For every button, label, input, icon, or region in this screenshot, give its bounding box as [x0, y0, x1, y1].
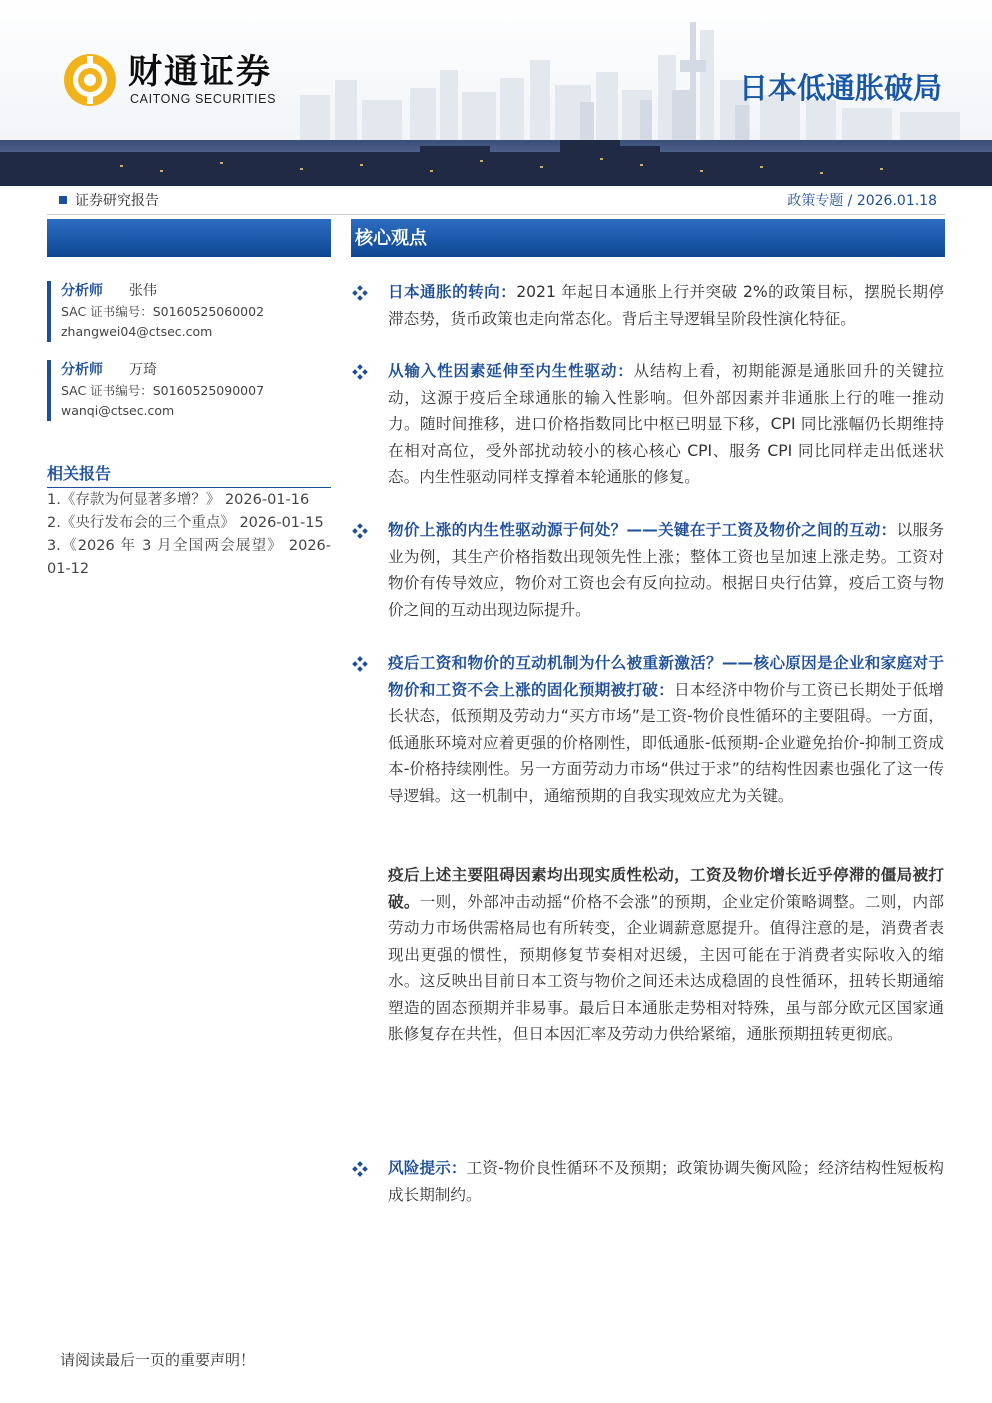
section-title: 核心观点 [355, 228, 427, 249]
analyst-name: 万琦 [129, 362, 157, 378]
diamond-bullet-icon [352, 364, 368, 380]
related-report-link[interactable]: 3.《2026 年 3 月全国两会展望》 2026-01-12 [47, 538, 331, 577]
logo-chinese-name: 财通证券 [128, 52, 272, 92]
disclaimer-note: 请阅读最后一页的重要声明！ [60, 1351, 256, 1369]
diamond-bullet-icon [352, 523, 368, 539]
analyst-sac: SAC 证书编号：S0160525090007 [61, 383, 265, 398]
section-banner [351, 219, 945, 257]
analyst-email: zhangwei04@ctsec.com [61, 324, 213, 339]
square-bullet-icon [59, 196, 67, 204]
key-point-subheading: 疫后上述主要阻碍因素均出现实质性松动，工资及物价增长近乎停滞的僵局被打破。 [388, 866, 944, 911]
logo-english-name: CAITONG SECURITIES [130, 92, 277, 106]
sidebar-banner [47, 219, 331, 257]
related-reports-list [47, 489, 331, 581]
caitong-logo-icon [62, 52, 118, 108]
diamond-bullet-icon [352, 285, 368, 301]
key-point-text: 一则，外部冲击动摇“价格不会涨”的预期，企业定价策略调整。二则，内部劳动力市场供需格局也有所转变，企业调薪意愿提升。值得注意的是，消费者表现出更强的惯性，预期修复节奏相对迟缓，主因可能在于消费者实际收入的缩水。这反映出目前日本工资与物价之间还未达成稳固的良性循环，扭转长期通缩塑造的固态预期并非易事。最后日本通胀走势相对特殊，虽与部分欧元区国家通胀修复存在共性，但日本因汇率及劳动力供给紧缩，通胀预期扭转更彻底。 [388, 892, 944, 1043]
analyst-card [47, 281, 321, 342]
diamond-bullet-icon [352, 656, 368, 672]
diamond-bullet-icon [352, 1161, 368, 1177]
related-report-link[interactable]: 1.《存款为何显著多增？》 2026-01-16 [47, 492, 310, 508]
key-point [388, 279, 944, 332]
analyst-card [47, 360, 321, 421]
key-point [388, 650, 944, 809]
key-point-text: 日本经济中物价与工资已长期处于低增长状态，低预期及劳动力“买方市场”是工资-物价良性循环的主要阻碍。一方面，低通胀环境对应着更强的价格刚性，即低通胀-低预期-企业避免抬价-抑制工资成本-价格持续刚性。另一方面劳动力市场“供过于求”的结构性因素也强化了这一传导逻辑。这一机制中，通缩预期的自我实现效应尤为关键。 [388, 680, 944, 805]
key-point [388, 517, 944, 623]
report-type [59, 192, 159, 210]
key-point-heading: 风险提示： [388, 1159, 467, 1177]
related-reports-title: 相关报告 [47, 464, 112, 483]
key-point-heading: 从输入性因素延伸至内生性驱动： [388, 362, 634, 380]
report-title: 日本低通胀破局 [738, 71, 942, 105]
related-report-link[interactable]: 2.《央行发布会的三个重点》 2026-01-15 [47, 515, 324, 531]
key-point-heading: 疫后工资和物价的互动机制为什么被重新激活？——核心原因是企业和家庭对于物价和工资不会上涨的固化预期被打破： [388, 654, 944, 699]
analyst-email: wanqi@ctsec.com [61, 403, 175, 418]
key-point-text: 以服务业为例，其生产价格指数出现领先性上涨；整体工资也呈加速上涨走势。工资对物价有传导效应，物价对工资也会有反向拉动。根据日央行估算，疫后工资与物价之间的互动出现边际提升。 [388, 521, 944, 619]
analyst-sac: SAC 证书编号：S0160525060002 [61, 304, 265, 319]
key-point-heading: 日本通胀的转向： [388, 283, 517, 301]
analyst-role: 分析师 [61, 362, 103, 378]
analyst-role: 分析师 [61, 283, 103, 299]
key-point [388, 1155, 944, 1208]
divider [47, 214, 945, 215]
key-point-text: 2021 年起日本通胀上行并突破 2%的政策目标，摆脱长期停滞态势，货币政策也走向常态化。背后主导逻辑呈阶段性演化特征。 [388, 283, 944, 328]
divider [47, 487, 331, 488]
report-type-label: 证券研究报告 [75, 193, 159, 209]
key-point-text: 工资-物价良性循环不及预期；政策协调失衡风险；经济结构性短板构成长期制约。 [388, 1159, 944, 1204]
key-point-text: 从结构上看，初期能源是通胀回升的关键拉动，这源于疫后全球通胀的输入性影响。但外部因素并非通胀上行的唯一推动力。随时间推移，进口价格指数同比中枢已明显下移，CPI 同比涨幅仍长期维持在相对高位，受外部扰动较小的核心核心 CPI、服务 CPI 同比同样走出低迷状态。内生性驱动同样支撑着本轮通胀的修复。 [388, 362, 944, 486]
analyst-name: 张伟 [129, 283, 157, 299]
key-point-paragraph [388, 862, 944, 1048]
key-point-heading: 物价上涨的内生性驱动源于何处？——关键在于工资及物价之间的互动： [388, 521, 897, 539]
report-header [0, 0, 992, 190]
category-date: 政策专题 / 2026.01.18 [787, 193, 937, 209]
key-point [388, 358, 944, 491]
